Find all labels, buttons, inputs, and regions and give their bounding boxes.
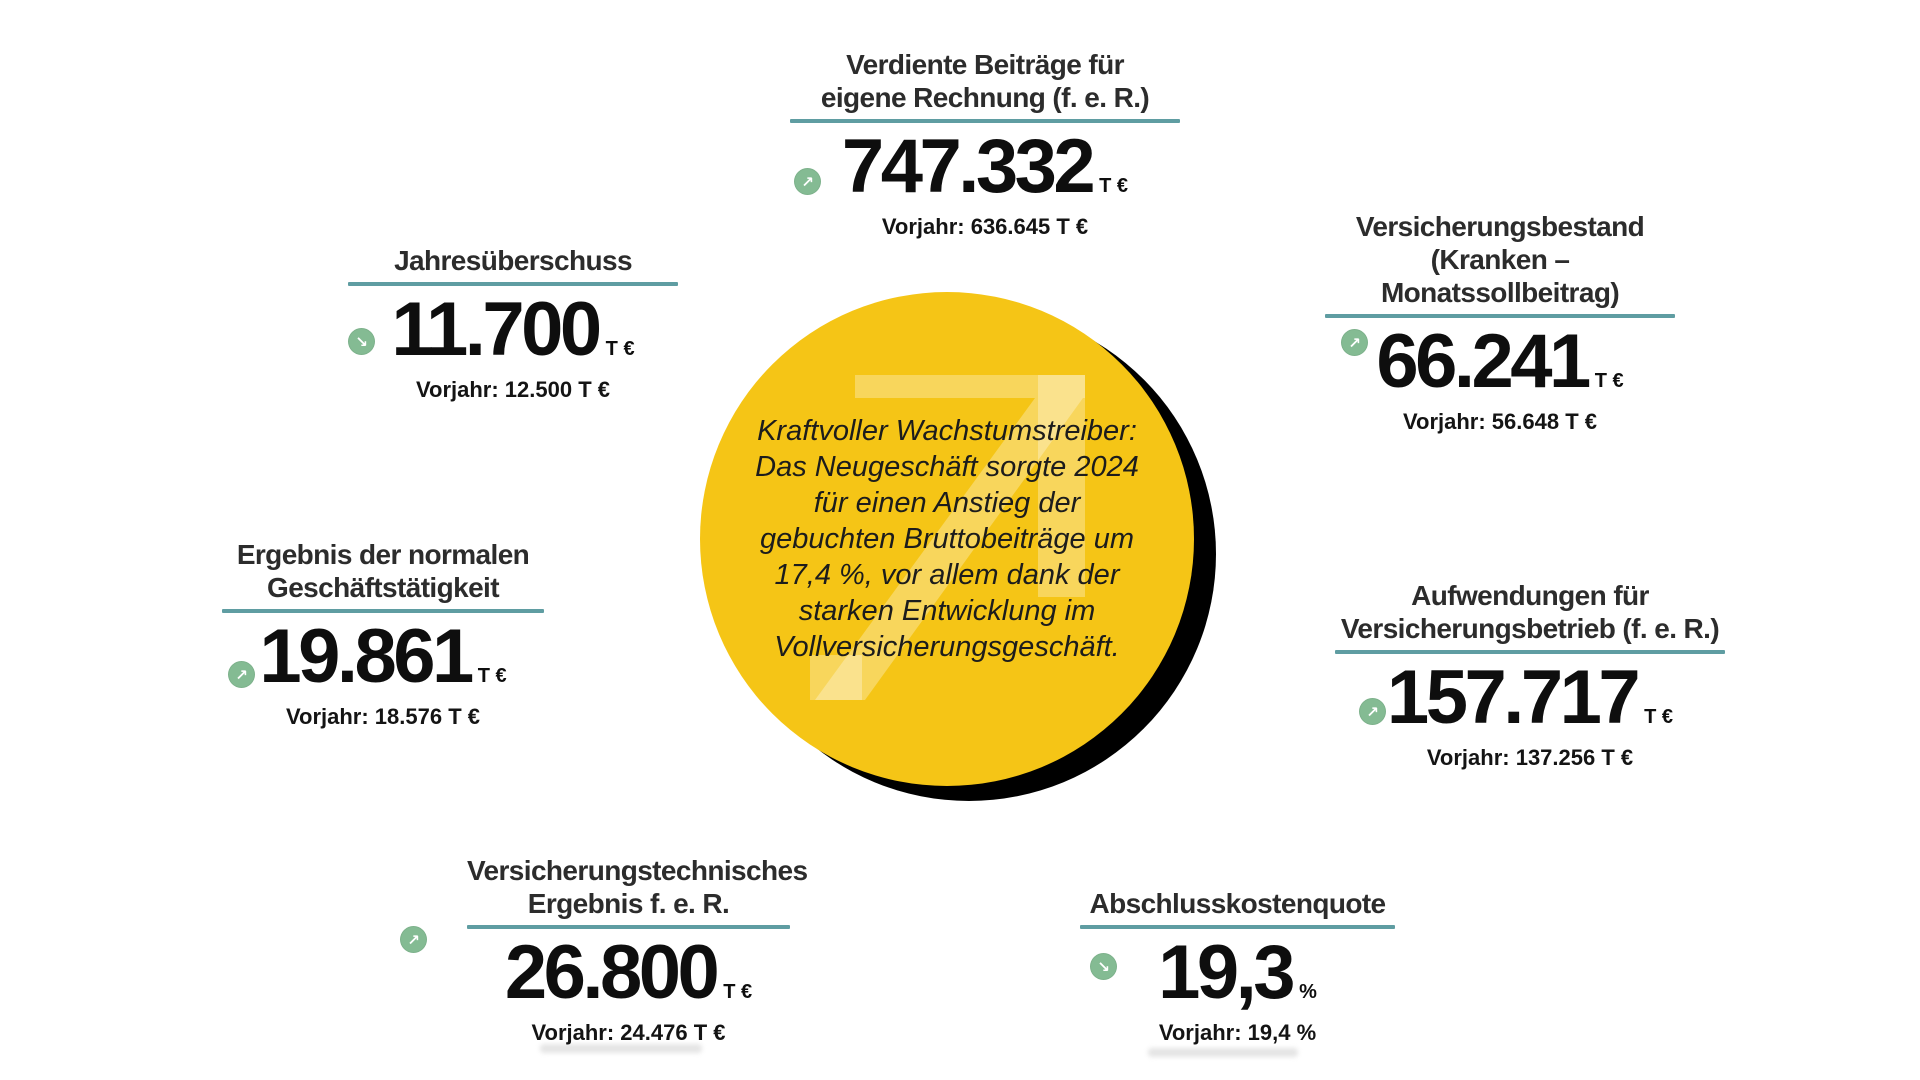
kpi-card-aufwendungen-versicherungsbetrieb [1335,579,1725,771]
kpi-title-line: Versicherungsbetrieb (f. e. R.) [1340,613,1720,644]
kpi-previous-year: Vorjahr: 56.648 T € [1402,409,1597,434]
kpi-card-versicherungstechnisches-ergebnis [467,854,808,1046]
arrow-glyph: ↗ [801,172,814,191]
title-underline [467,925,790,929]
kpi-title-line: eigene Rechnung (f. e. R.) [820,82,1150,113]
title-underline [790,119,1180,123]
kpi-value-row [1335,655,1725,740]
kpi-previous-year: Vorjahr: 636.645 T € [881,214,1089,239]
trend-up-icon [794,168,821,195]
kpi-value: 19.861 [259,614,471,699]
title-underline [348,282,678,286]
arrow-glyph: ↗ [407,930,420,949]
kpi-card-abschlusskostenquote [1080,887,1395,1046]
kpi-value: 19,3 [1158,930,1293,1015]
trend-down-icon [348,328,375,355]
trend-down-icon [1090,953,1117,980]
kpi-unit: T € [477,665,507,687]
kpi-title-line: (Kranken – Monatssollbeitrag) [1380,244,1620,308]
arrow-glyph: ↗ [1366,702,1379,721]
arrow-glyph: ↗ [235,665,248,684]
kpi-previous-year: Vorjahr: 18.576 T € [285,704,480,729]
trend-up-icon [400,926,427,953]
arrow-glyph: ↘ [355,332,368,351]
kpi-title-line: Abschlusskostenquote [1089,888,1386,919]
kpi-card-versicherungsbestand [1325,210,1675,435]
kpi-title-line: Jahresüberschuss [394,245,632,276]
cropped-text-artifact [1148,1048,1298,1057]
kpi-value-row [222,614,544,699]
kpi-title [222,538,544,604]
highlight-line: Vollversicherungsgeschäft. [774,631,1120,663]
highlight-line: Das Neugeschäft sorgte 2024 [755,451,1139,483]
trend-up-icon [1359,698,1386,725]
kpi-value: 747.332 [841,124,1093,209]
kpi-previous-year: Vorjahr: 24.476 T € [531,1020,726,1045]
kpi-value-row [467,930,790,1015]
kpi-value: 26.800 [504,930,717,1015]
kpi-value-row [790,124,1180,209]
kpi-title-line: Versicherungstechnisches [467,855,808,886]
kpi-unit: T € [723,981,753,1003]
kpi-unit: % [1299,981,1317,1003]
kpi-unit: T € [1099,175,1129,197]
kpi-value: 157.717 [1386,655,1638,740]
title-underline [1335,650,1725,654]
kpi-value: 66.241 [1376,319,1588,404]
kpi-value-row [1325,319,1675,404]
kpi-title [1325,210,1675,309]
kpi-title-line: Geschäftstätigkeit [267,572,499,603]
highlight-circle [700,292,1194,786]
kpi-previous-year: Vorjahr: 12.500 T € [415,377,610,402]
highlight-line: 17,4 %, vor allem dank der [774,559,1120,591]
trend-up-icon [1341,329,1368,356]
trend-up-icon [228,661,255,688]
kpi-card-ergebnis-geschaeftstaetigkeit [222,538,544,730]
kpi-title [1080,887,1395,920]
kpi-title-line: Ergebnis der normalen [236,539,530,570]
highlight-line: für einen Anstieg der [813,487,1081,519]
arrow-glyph: ↗ [1348,333,1361,352]
kpi-title [467,854,808,920]
title-underline [222,609,544,613]
arrow-glyph: ↘ [1097,957,1110,976]
kpi-title [1335,579,1725,645]
kpi-title [348,244,678,277]
kpi-previous-year: Vorjahr: 137.256 T € [1426,745,1634,770]
kpi-previous-year: Vorjahr: 19,4 % [1158,1020,1317,1045]
kpi-card-verdiente-beitraege [790,48,1180,240]
highlight-line: gebuchten Bruttobeiträge um [759,523,1135,555]
kpi-title-line: Versicherungsbestand [1355,211,1645,242]
kpi-value: 11.700 [391,287,599,372]
kpi-title-line: Verdiente Beiträge für [846,49,1124,80]
title-underline [1080,925,1395,929]
kpi-unit: T € [1594,370,1624,392]
highlight-text [713,413,1181,665]
highlight-line: starken Entwicklung im [798,595,1096,627]
kpi-card-jahresueberschuss [348,244,678,403]
kpi-unit: T € [1644,706,1674,728]
kpi-title [790,48,1180,114]
highlight-line: Kraftvoller Wachstumstreiber: [757,415,1137,447]
title-underline [1325,314,1675,318]
kpi-title-line: Aufwendungen für [1411,580,1649,611]
kpi-value-row [348,287,678,372]
kpi-title-line: Ergebnis f. e. R. [527,888,730,919]
kpi-value-row [1080,930,1395,1015]
kpi-unit: T € [605,338,635,360]
